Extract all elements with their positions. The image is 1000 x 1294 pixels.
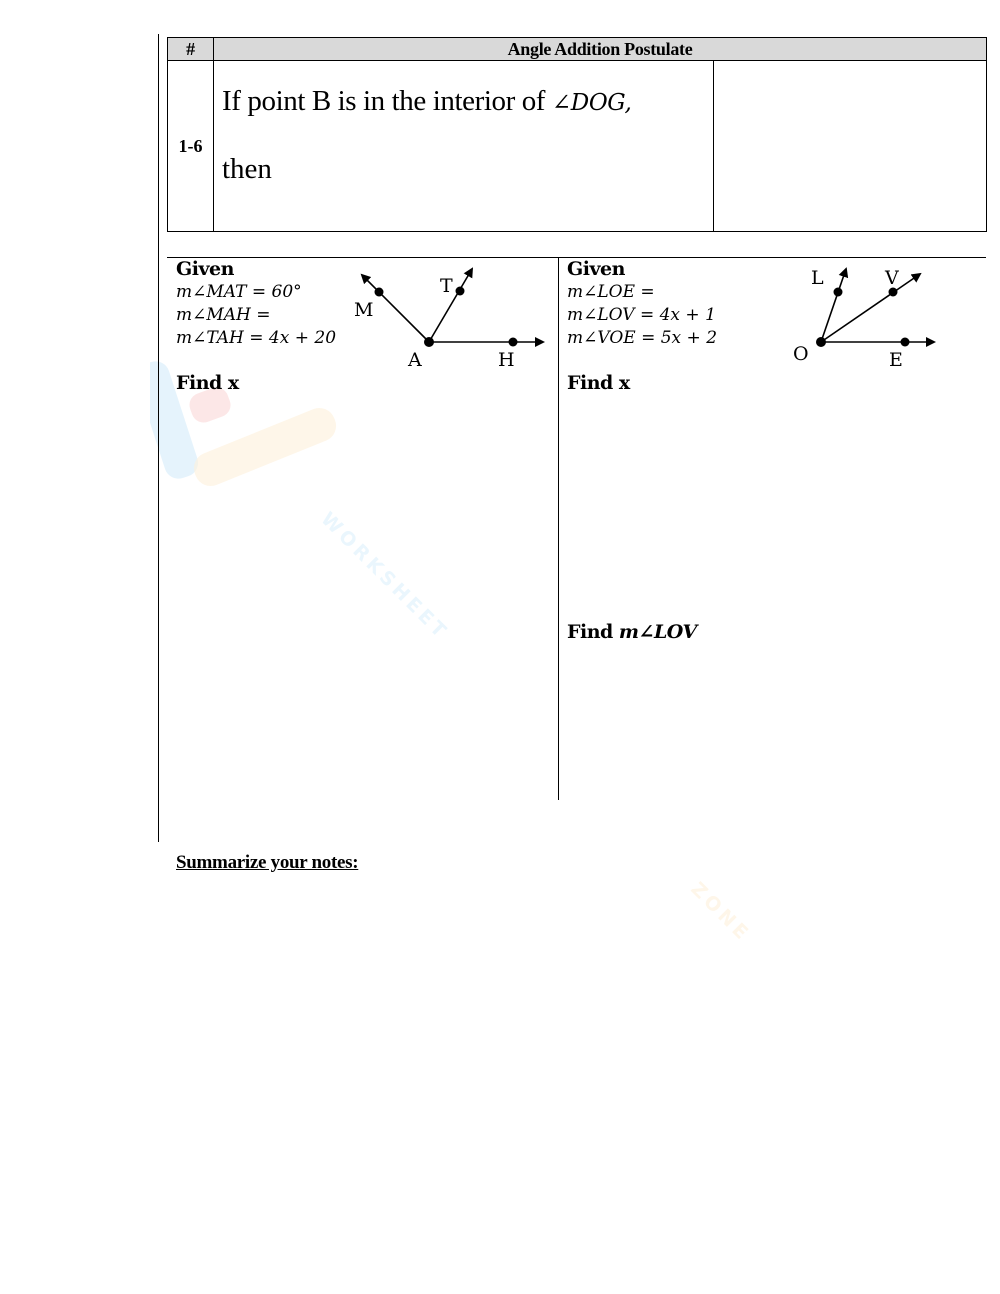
grid-divider [558,257,559,800]
given-label-left: Given [176,258,234,280]
statement-angle: ∠DOG, [551,90,632,116]
row-number: 1-6 [168,61,214,232]
label-h: H [498,349,515,371]
answer-cell[interactable] [714,61,987,232]
table-row [168,61,987,232]
given-eq-tah: m∠TAH = 4x + 20 [176,328,337,348]
point-o [816,337,826,347]
table-header-row [168,38,987,61]
header-num: # [168,38,214,61]
given-eq-mat: m∠MAT = 60° [176,282,302,302]
statement-prefix: If point B is in the interior of [222,85,552,117]
summary-heading: Summarize your notes: [176,852,359,873]
given-eq-mah: m∠MAH = [176,305,271,325]
point-t [456,287,465,296]
point-m [375,288,384,297]
find-prefix: Find [176,372,228,394]
watermark [150,330,910,990]
find-prefix: Find [567,621,619,643]
header-title: Angle Addition Postulate [214,38,987,61]
find-var: m∠LOV [618,621,697,643]
label-v: V [885,267,899,289]
point-h [509,338,518,347]
find-mlov [567,621,697,643]
given-label-right: Given [567,258,625,280]
given-eq-voe: m∠VOE = 5x + 2 [567,328,718,348]
label-o: O [793,343,809,365]
point-a [424,337,434,347]
statement-cell [214,61,714,232]
given-eq-lov: m∠LOV = 4x + 1 [567,305,716,325]
notes-table [167,37,987,232]
point-e [901,338,910,347]
label-t: T [440,275,453,297]
point-l [834,288,843,297]
find-x-left [176,372,239,394]
label-a: A [408,349,422,371]
angle-diagram-loe [785,262,945,372]
find-x-right [567,372,630,394]
given-eq-loe: m∠LOE = [567,282,655,302]
label-m: M [354,299,374,321]
svg-text:ZONE: ZONE [686,877,755,947]
find-var: x [618,372,630,394]
find-prefix: Find [567,372,619,394]
angle-diagram-mah [340,262,555,372]
statement-then: then [222,153,272,185]
margin-line [158,34,159,842]
find-var: x [227,372,239,394]
ray-ov [821,274,920,342]
label-e: E [889,349,903,371]
ray-ol [821,269,846,342]
label-l: L [811,267,824,289]
svg-text:WORKSHEET: WORKSHEET [316,507,453,645]
statement-line [222,83,713,121]
